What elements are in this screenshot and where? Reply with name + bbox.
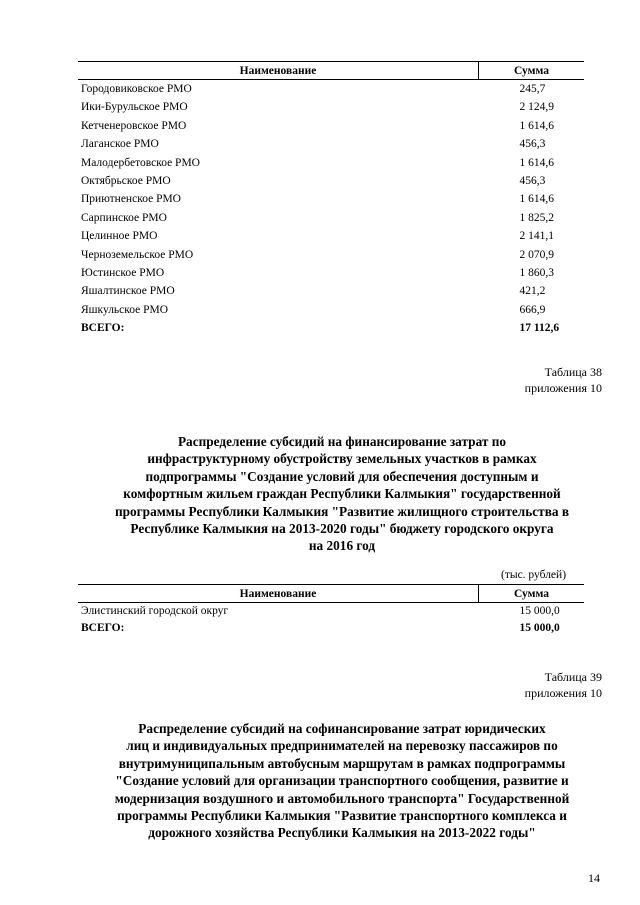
table-row [78, 190, 584, 208]
title-line: лиц и индивидуальных предпринимателей на перевозку пассажиров по [126, 738, 558, 754]
subsidy-table-city [78, 584, 584, 637]
title-line: дорожного хозяйства Республики Калмыкия на 2013-2022 годы" [148, 825, 536, 841]
table-row [78, 246, 584, 264]
table-row [78, 227, 584, 245]
row-value: 456,3 [519, 175, 546, 188]
row-name: Приютненское РМО [81, 193, 181, 206]
title-line: комфортным жильем граждан Республики Калмыкия" государственной [123, 486, 561, 502]
section-39-title [78, 720, 606, 842]
title-line: модернизация воздушного и автомобильного транспорта" Государственной [114, 790, 570, 806]
table-row [78, 117, 584, 135]
row-name: Лаганское РМО [81, 138, 159, 151]
row-name: Малодербетовское РМО [81, 156, 200, 169]
section-38-title [78, 433, 606, 555]
table-number: Таблица 38 [544, 365, 602, 379]
row-value: 2 141,1 [519, 230, 554, 243]
title-line: "Создание условий для организации транспортного сообщения, развитие и [115, 773, 569, 789]
table-row [78, 80, 584, 99]
table-row [78, 301, 584, 319]
title-line: внутримуниципальным автобусным маршрутам в рамках подпрограммы [118, 755, 566, 771]
row-name: Сарпинское РМО [81, 211, 167, 224]
row-value: 245,7 [519, 83, 546, 95]
table-body [78, 80, 584, 338]
table-row [78, 282, 584, 300]
total-value: 17 112,6 [519, 322, 560, 335]
title-line: программы Республики Калмыкия "Развитие жилищного строительства в [114, 503, 570, 519]
column-header-name: Наименование [78, 585, 479, 603]
row-name: Кетченеровское РМО [81, 119, 187, 132]
row-value: 456,3 [519, 138, 546, 151]
table-number: Таблица 39 [544, 670, 602, 684]
total-value: 15 000,0 [519, 622, 560, 634]
row-value: 666,9 [519, 303, 546, 316]
row-name: Яшкульское РМО [81, 303, 169, 316]
title-line: инфраструктурному обустройству земельных участков в рамках [147, 451, 537, 467]
row-value: 2 124,9 [519, 101, 554, 114]
appendix-label: приложения 10 [524, 685, 602, 700]
row-name: Черноземельское РМО [81, 248, 194, 261]
table-row [78, 172, 584, 190]
table-row [78, 98, 584, 116]
row-name: Целинное РМО [81, 230, 158, 243]
total-label: ВСЕГО: [81, 622, 125, 634]
title-line: программы Республики Калмыкия "Развитие транспортного комплекса и [117, 808, 567, 824]
title-line: на 2016 год [308, 538, 376, 554]
subsidy-table-rmo [78, 61, 584, 338]
row-value: 15 000,0 [519, 605, 560, 617]
table-row [78, 154, 584, 172]
title-line: Распределение субсидий на финансирование затрат по [177, 434, 507, 449]
title-line: подпрограммы "Создание условий для обеспечения доступным и [145, 468, 539, 484]
column-header-name: Наименование [78, 62, 479, 80]
row-value: 1 614,6 [519, 193, 554, 206]
row-value: 421,2 [519, 285, 546, 298]
page-number: 14 [588, 871, 600, 885]
table-row [78, 264, 584, 282]
row-value: 1 614,6 [519, 119, 554, 132]
row-value: 1 860,3 [519, 267, 554, 280]
row-name: Яшалтинское РМО [81, 285, 175, 298]
row-name: Октябрьское РМО [81, 175, 171, 188]
column-header-sum: Сумма [479, 585, 585, 603]
units-label: (тыс. рублей) [501, 569, 567, 581]
row-value: 1 825,2 [519, 211, 554, 224]
appendix-label: приложения 10 [524, 380, 602, 395]
table-row [78, 603, 584, 621]
column-header-sum: Сумма [479, 62, 585, 80]
row-name: Юстинское РМО [81, 267, 165, 280]
row-value: 1 614,6 [519, 156, 554, 169]
row-name: Городовиковское РМО [81, 83, 192, 95]
table-total-row [78, 620, 584, 637]
table-header-row [78, 62, 584, 80]
table-row [78, 135, 584, 153]
table-row [78, 209, 584, 227]
total-label: ВСЕГО: [81, 322, 125, 335]
row-name: Ики-Бурульское РМО [81, 101, 188, 114]
table-39-caption [525, 670, 602, 701]
row-value: 2 070,9 [519, 248, 554, 261]
title-line: Распределение субсидий на софинансирование затрат юридических [138, 721, 546, 736]
table-38-caption [525, 365, 602, 396]
table-header-row [78, 585, 584, 603]
row-name: Элистинский городской округ [81, 605, 229, 617]
table-total-row [78, 319, 584, 337]
title-line: Республике Калмыкия на 2013-2020 годы" бюджету городского округа [130, 521, 554, 537]
